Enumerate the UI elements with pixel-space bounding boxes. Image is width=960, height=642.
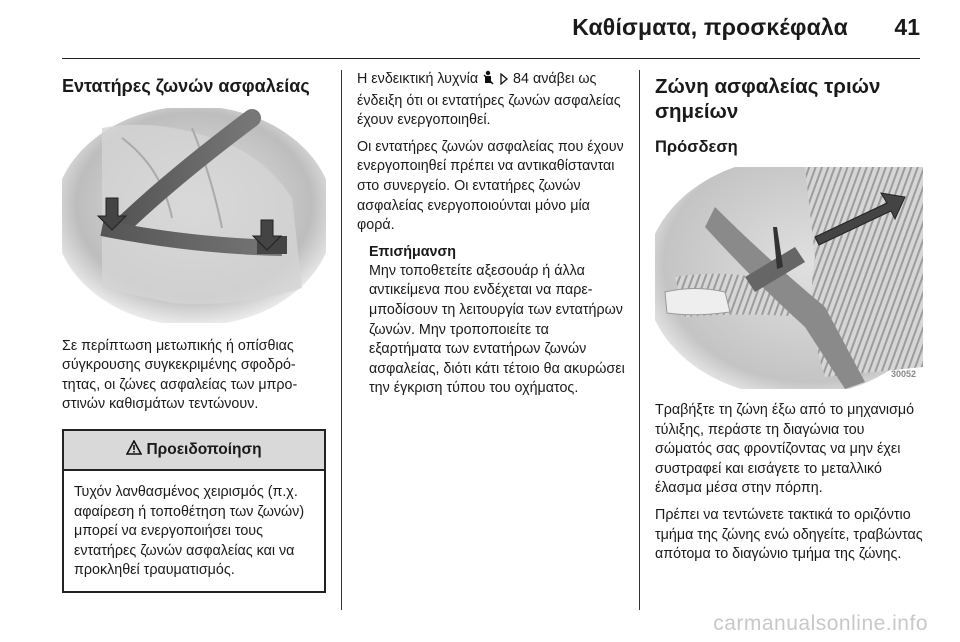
page-reference[interactable]: 84 bbox=[513, 71, 529, 87]
column-divider bbox=[341, 70, 342, 610]
warning-box bbox=[62, 429, 326, 593]
warning-title: Προειδοποίηση bbox=[146, 440, 262, 458]
watermark: carmanualsonline.info bbox=[713, 612, 928, 635]
paragraph-tighten-instructions: Πρέπει να τεντώνετε τακτικά το οριζόντιο τμήμα της ζώνης ενώ οδηγείτε, τραβώντας απότομα το διαγώνιο τμήμα της ζώνης. bbox=[655, 506, 923, 563]
note-text: Μην τοποθετείτε αξεσουάρ ή άλλα αντικείμενα που ενδέχεται να παρεμποδίσουν τη λειτουργία των εντατήρων ζωνών. Μην τροποποιείτε τα εξαρτήματα των εντατήρων ζωνών ασφαλείας, διότι κάτι τέτοιο θα ακυρώσει την έγκριση τύπου του οχήματος. bbox=[369, 262, 625, 397]
subheading-fastening: Πρόσδεση bbox=[655, 138, 738, 156]
column-divider bbox=[639, 70, 640, 610]
warning-text: Τυχόν λανθασμένος χειρισμός (π.χ. αφαίρεση ή τοποθέτηση των ζωνών) μπορεί να ενεργοποιήσει τους εντατήρες ζωνών ασφαλείας και να προκληθεί τραυματισμός. bbox=[74, 483, 305, 579]
column-1 bbox=[62, 70, 326, 593]
section-heading-pretensioners: Εντατήρες ζωνών ασφαλείας bbox=[62, 76, 310, 96]
page-header bbox=[0, 0, 960, 60]
figure-number: 30052 bbox=[891, 369, 917, 379]
indicator-text-end: ανάβει ως ένδειξη ότι οι εντατήρες ζωνών ασφαλείας έχουν ενεργοποιηθεί. bbox=[357, 71, 621, 129]
paragraph-fasten-instructions: Τραβήξτε τη ζώνη έξω από το μηχανισμό τύλιξης, περάστε τη διαγώνια του σώματός σας φροντίζοντας να μην έχει συστραφεί και εισάγετε το μεταλλικό έλασμα μέσα στην πόρπη. bbox=[655, 402, 915, 497]
warning-triangle-icon bbox=[126, 440, 142, 460]
note-title: Επισήμανση bbox=[369, 243, 456, 260]
note-block bbox=[369, 243, 625, 399]
page-reference-arrow-icon bbox=[499, 72, 509, 92]
illustration-fastening-belt bbox=[655, 167, 923, 389]
page-title: Καθίσματα, προσκέφαλα bbox=[572, 14, 848, 40]
warning-body bbox=[64, 471, 324, 591]
header-divider bbox=[62, 58, 920, 59]
section-heading-three-point-belt: Ζώνη ασφαλείας τριών σημείων bbox=[655, 75, 881, 123]
paragraph-replacement: Οι εντατήρες ζωνών ασφαλείας που έχουν ενεργοποιηθεί πρέπει να αντικαθίστανται στο συνεργείο. Οι εντατήρες ζωνών ασφαλείας ενεργοποιούνται μόνο μία φορά. bbox=[357, 138, 624, 234]
illustration-seat-belt-pretensioners bbox=[62, 108, 326, 323]
indicator-text-start: Η ενδεικτική λυχνία bbox=[357, 71, 479, 87]
paragraph-indicator-lamp bbox=[357, 70, 625, 131]
warning-header bbox=[64, 431, 324, 471]
seat-belt-indicator-icon bbox=[482, 70, 495, 92]
column-2 bbox=[357, 70, 625, 399]
paragraph-pretensioner-info: Σε περίπτωση μετωπικής ή οπίσθιας σύγκρουσης συγκεκριμένης σφοδρότητας, οι ζώνες ασφαλείας των μπροστινών καθισμάτων τεντώνουν. bbox=[62, 337, 298, 413]
page-number: 41 bbox=[894, 14, 920, 40]
column-3 bbox=[655, 70, 923, 572]
